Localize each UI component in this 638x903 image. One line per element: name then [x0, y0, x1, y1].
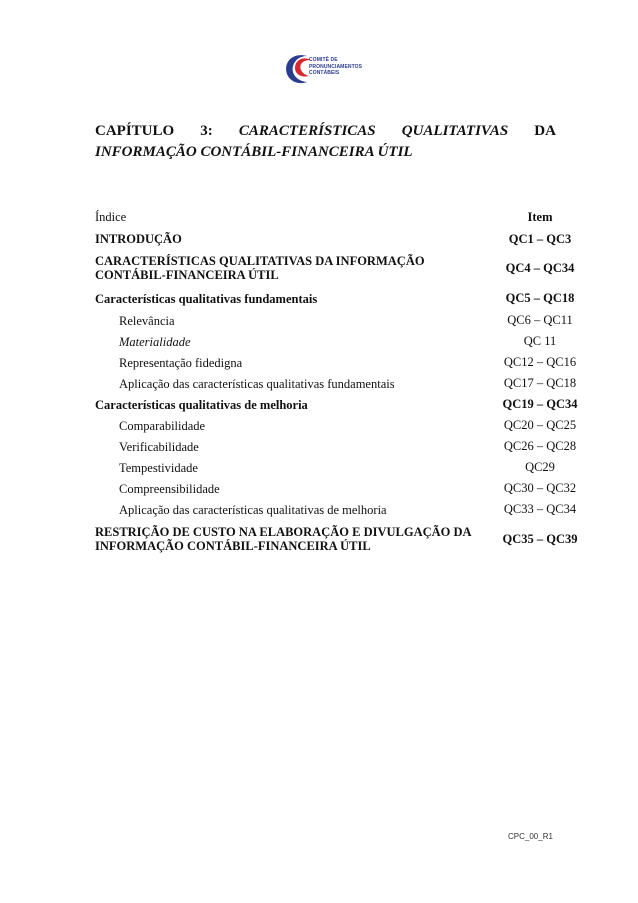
chapter-title: CAPÍTULO 3: CARACTERÍSTICAS QUALITATIVAS DA INFORMAÇÃO CONTÁBIL-FINANCEIRA ÚTIL: [95, 123, 556, 160]
toc-row: Características qualitativas de melhoria QC19 – QC34: [95, 397, 578, 412]
toc-row: RESTRIÇÃO DE CUSTO NA ELABORAÇÃO E DIVULGAÇÃO DA INFORMAÇÃO CONTÁBIL-FINANCEIRA ÚTIL QC35 – QC39: [95, 525, 578, 553]
toc-row: Relevância QC6 – QC11: [119, 313, 573, 328]
footer-code: CPC_00_R1: [508, 832, 553, 841]
toc-row: CARACTERÍSTICAS QUALITATIVAS DA INFORMAÇÃO CONTÁBIL-FINANCEIRA ÚTIL QC4 – QC34: [95, 254, 575, 282]
cpc-logo: [283, 47, 373, 97]
table-of-contents: [95, 205, 585, 558]
toc-row: Características qualitativas fundamentais QC5 – QC18: [95, 291, 575, 306]
toc-row: Aplicação das características qualitativas de melhoria QC33 – QC34: [119, 502, 577, 517]
toc-row: Comparabilidade QC20 – QC25: [119, 418, 577, 433]
toc-row: Materialidade QC 11: [119, 334, 557, 349]
toc-row: INTRODUÇÃO QC1 – QC3: [95, 231, 572, 246]
toc-row: Representação fidedigna QC12 – QC16: [119, 355, 577, 370]
cpc-logo-text: COMITÊ DE PRONUNCIAMENTOS CONTÁBEIS: [309, 57, 363, 76]
toc-row: Aplicação das características qualitativas fundamentais QC17 – QC18: [119, 376, 577, 391]
toc-row: Tempestividade QC29: [119, 460, 555, 475]
toc-row: Verificabilidade QC26 – QC28: [119, 439, 577, 454]
toc-header: Índice Item: [95, 209, 553, 224]
toc-row: Compreensibilidade QC30 – QC32: [119, 481, 577, 496]
